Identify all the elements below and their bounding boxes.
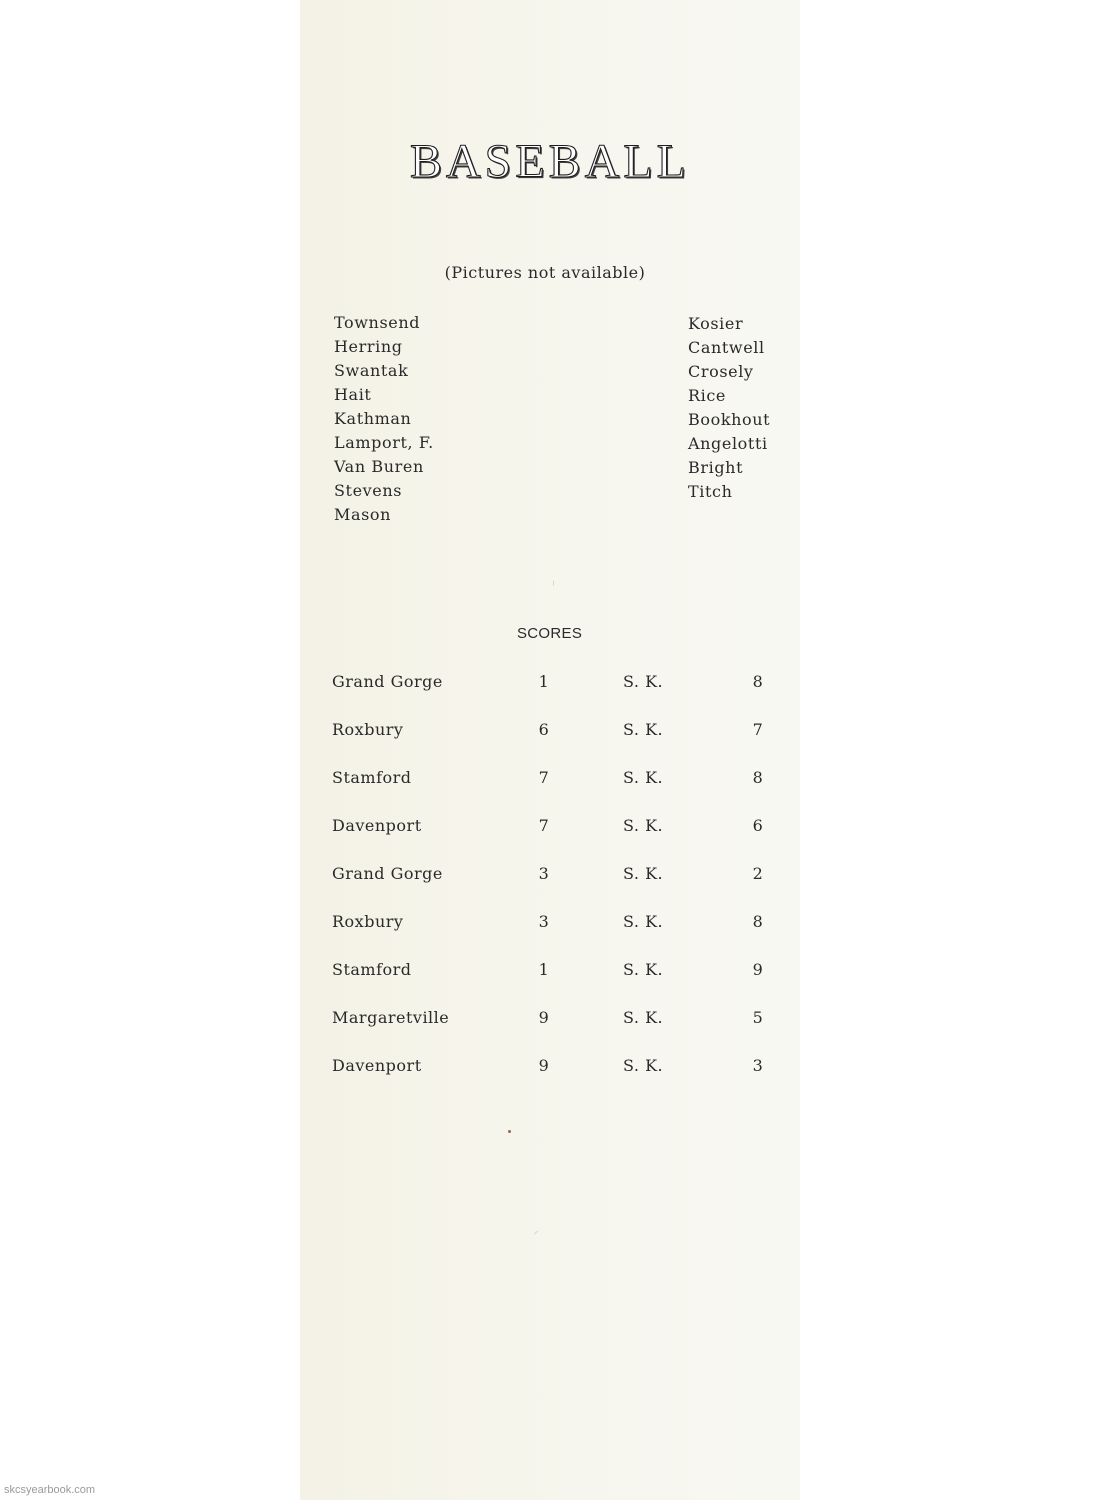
team-score: 6 — [752, 816, 764, 835]
team-name: S. K. — [623, 672, 664, 691]
score-row — [330, 1054, 770, 1102]
team-name: S. K. — [623, 816, 664, 835]
team-name: S. K. — [623, 768, 664, 787]
score-row — [330, 718, 770, 766]
opponent-name: Grand Gorge — [332, 672, 443, 691]
roster-name: Kosier — [688, 314, 744, 333]
site-watermark: skcsyearbook.com — [4, 1484, 96, 1496]
roster-name: Herring — [334, 337, 403, 356]
roster-name: Van Buren — [334, 457, 424, 476]
roster-name: Angelotti — [688, 434, 768, 453]
roster-name: Bookhout — [688, 410, 771, 429]
roster-name: Cantwell — [688, 338, 765, 357]
score-row — [330, 670, 770, 718]
page-title: BASEBALL — [409, 135, 690, 188]
roster-name: Mason — [334, 505, 392, 524]
score-row — [330, 958, 770, 1006]
opponent-name: Roxbury — [332, 720, 404, 739]
team-score: 5 — [752, 1008, 764, 1027]
roster-name: Hait — [334, 385, 372, 404]
paper-speck — [553, 580, 554, 586]
team-name: S. K. — [623, 1008, 664, 1027]
roster-name: Townsend — [334, 313, 421, 332]
opponent-name: Grand Gorge — [332, 864, 443, 883]
score-row — [330, 814, 770, 862]
team-name: S. K. — [623, 912, 664, 931]
team-score: 9 — [752, 960, 764, 979]
roster-left-column — [334, 311, 434, 527]
roster-name: Swantak — [334, 361, 409, 380]
team-name: S. K. — [623, 864, 664, 883]
score-row — [330, 910, 770, 958]
opponent-score: 1 — [538, 672, 550, 691]
team-name: S. K. — [623, 960, 664, 979]
roster-name: Kathman — [334, 409, 412, 428]
roster-name: Rice — [688, 386, 726, 405]
roster-right-column — [688, 312, 770, 504]
team-score: 2 — [752, 864, 764, 883]
scores-heading: SCORES — [517, 625, 583, 642]
team-score: 7 — [752, 720, 764, 739]
opponent-score: 3 — [538, 912, 550, 931]
paper-speck — [508, 1130, 511, 1133]
opponent-score: 6 — [538, 720, 550, 739]
roster-name: Lamport, F. — [334, 433, 434, 452]
team-score: 8 — [752, 672, 764, 691]
score-row — [330, 862, 770, 910]
opponent-name: Margaretville — [332, 1008, 450, 1027]
opponent-name: Stamford — [332, 768, 412, 787]
opponent-score: 9 — [538, 1056, 550, 1075]
opponent-name: Davenport — [332, 816, 422, 835]
roster-name: Titch — [688, 482, 733, 501]
team-score: 3 — [752, 1056, 764, 1075]
opponent-score: 3 — [538, 864, 550, 883]
opponent-score: 7 — [538, 768, 550, 787]
opponent-score: 7 — [538, 816, 550, 835]
opponent-name: Stamford — [332, 960, 412, 979]
pictures-note: (Pictures not available) — [444, 263, 646, 282]
team-score: 8 — [752, 912, 764, 931]
roster-name: Stevens — [334, 481, 403, 500]
score-row — [330, 766, 770, 814]
roster-name: Bright — [688, 458, 744, 477]
opponent-name: Davenport — [332, 1056, 422, 1075]
team-name: S. K. — [623, 720, 664, 739]
roster-name: Crosely — [688, 362, 754, 381]
score-row — [330, 1006, 770, 1054]
team-score: 8 — [752, 768, 764, 787]
opponent-score: 9 — [538, 1008, 550, 1027]
opponent-name: Roxbury — [332, 912, 404, 931]
scores-table — [330, 670, 770, 1102]
opponent-score: 1 — [538, 960, 550, 979]
team-name: S. K. — [623, 1056, 664, 1075]
